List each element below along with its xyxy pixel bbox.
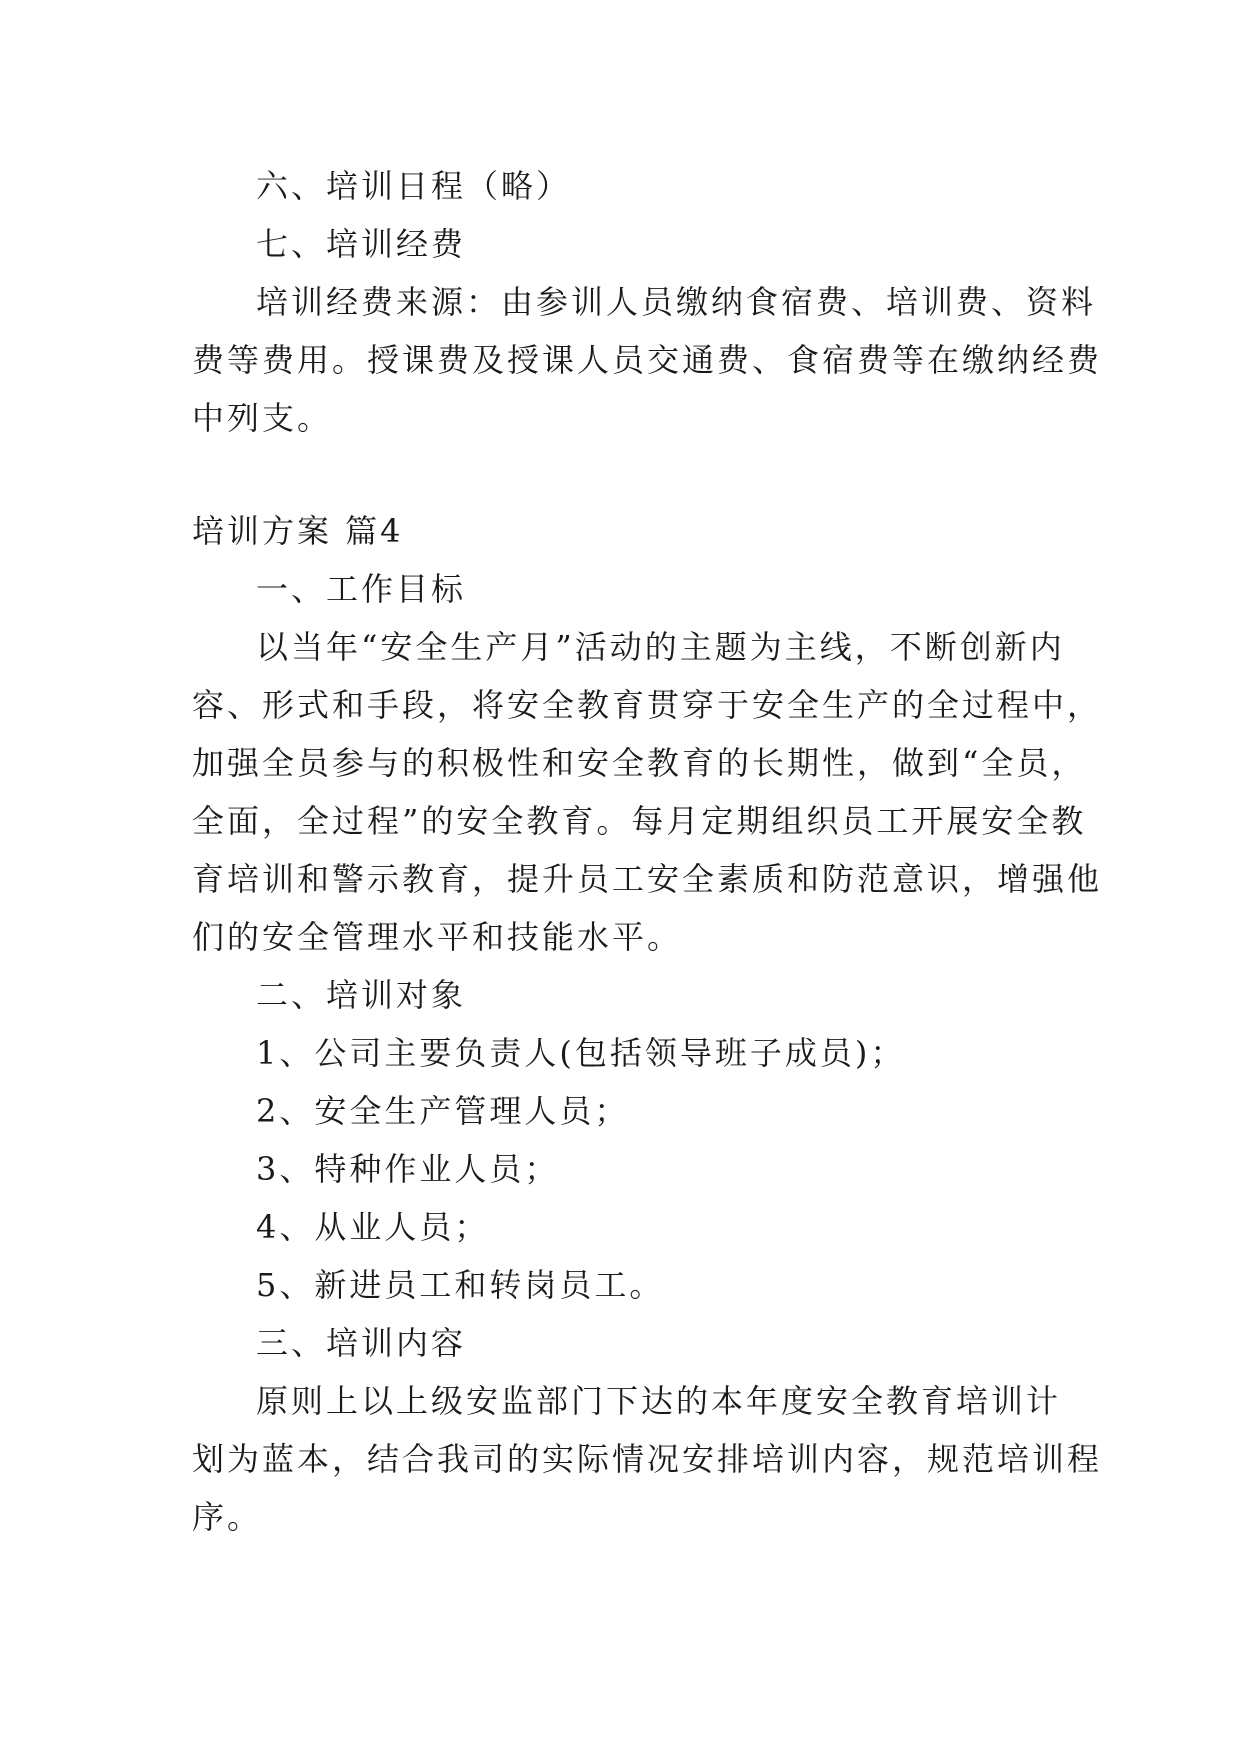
goal-body-line: 容、形式和手段，将安全教育贯穿于安全生产的全过程中， — [192, 686, 1103, 724]
goal-body-line: 全面，全过程”的安全教育。每月定期组织员工开展安全教 — [192, 802, 1087, 840]
goal-body-line: 育培训和警示教育，提升员工安全素质和防范意识，增强他 — [192, 860, 1103, 898]
content-body-line: 划为蓝本，结合我司的实际情况安排培训内容，规范培训程 — [192, 1440, 1103, 1478]
target-item: 2、安全生产管理人员； — [256, 1092, 630, 1130]
goal-body-line: 加强全员参与的积极性和安全教育的长期性，做到“全员， — [192, 744, 1087, 782]
content-title: 三、培训内容 — [256, 1324, 467, 1362]
section-7-body-line: 费等费用。授课费及授课人员交通费、食宿费等在缴纳经费 — [192, 341, 1103, 379]
section-7-title: 七、培训经费 — [256, 225, 467, 263]
target-item: 5、新进员工和转岗员工。 — [256, 1266, 665, 1304]
content-body-line: 原则上以上级安监部门下达的本年度安全教育培训计 — [256, 1382, 1062, 1420]
section-6-title: 六、培训日程（略） — [256, 167, 572, 205]
plan-4-heading: 培训方案 篇4 — [192, 512, 404, 550]
goal-body-line: 们的安全管理水平和技能水平。 — [192, 918, 683, 956]
target-item: 1、公司主要负责人(包括领导班子成员)； — [256, 1034, 906, 1072]
section-7-body-line: 中列支。 — [192, 399, 333, 437]
goal-title: 一、工作目标 — [256, 570, 467, 608]
content-body-line: 序。 — [192, 1498, 263, 1536]
target-item: 4、从业人员； — [256, 1208, 490, 1246]
target-item: 3、特种作业人员； — [256, 1150, 560, 1188]
goal-body-line: 以当年“安全生产月”活动的主题为主线，不断创新内 — [256, 628, 1065, 666]
targets-title: 二、培训对象 — [256, 976, 467, 1014]
section-7-body-line: 培训经费来源：由参训人员缴纳食宿费、培训费、资料 — [256, 283, 1097, 321]
